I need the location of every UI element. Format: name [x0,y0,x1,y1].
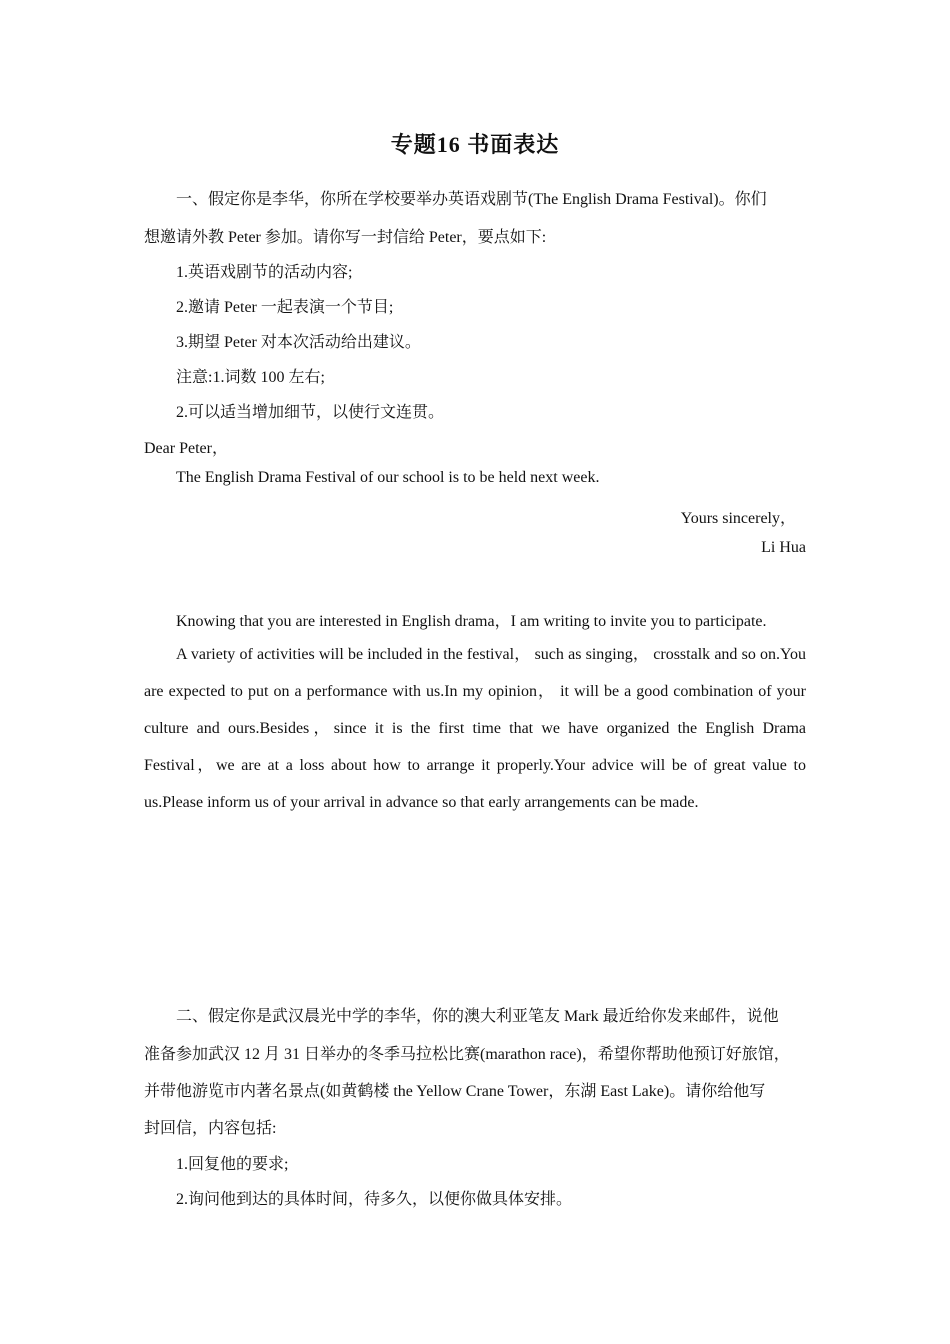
q2-intro-line-4: 封回信，内容包括: [144,1120,277,1137]
answer-paragraph-1: Knowing that you are interested in English drama，I am writing to invite you to participate. [176,613,767,630]
q1-note-2: 2.可以适当增加细节，以使行文连贯。 [176,404,445,421]
q2-point-1: 1.回复他的要求; [176,1156,289,1173]
answer-paragraph-2: A variety of activities will be included in the festival， such as singing， crosstalk and so on.You are expected to put on a performance with us.In my opinion， it will be a good combination of your culture and ours.Besides，since it is the first time that we have organized the English Drama Festival，we are at a loss about how to arrange it properly.Your advice will be of great value to us.Please inform us of your arrival in advance so that early arrangements can be made. [144,646,806,811]
letter-signature: Li Hua [761,539,806,556]
letter-opening: The English Drama Festival of our school is to be held next week. [176,469,600,486]
page-title: 专题16 书面表达 [390,132,560,157]
q1-intro-line-2: 想邀请外教 Peter 参加。请你写一封信给 Peter，要点如下: [144,229,547,246]
q1-point-1: 1.英语戏剧节的活动内容; [176,264,353,281]
q1-point-2: 2.邀请 Peter 一起表演一个节目; [176,299,394,316]
q2-intro-line-3: 并带他游览市内著名景点(如黄鹤楼 the Yellow Crane Tower，东湖 East Lake)。请你给他写 [144,1083,766,1100]
q1-intro-line-1: 一、假定你是李华，你所在学校要举办英语戏剧节(The English Drama Festival)。你们 [176,191,767,208]
q2-intro-line-2: 准备参加武汉 12 月 31 日举办的冬季马拉松比赛(marathon race)，希望你帮助他预订好旅馆， [144,1046,790,1063]
q1-note-1: 注意:1.词数 100 左右; [176,369,325,386]
q2-intro-line-1: 二、假定你是武汉晨光中学的李华，你的澳大利亚笔友 Mark 最近给你发来邮件，说他 [176,1008,779,1025]
q1-point-3: 3.期望 Peter 对本次活动给出建议。 [176,334,421,351]
letter-salutation: Dear Peter， [144,440,228,457]
q2-point-2: 2.询问他到达的具体时间，待多久，以便你做具体安排。 [176,1191,573,1208]
answer-paragraph-2-block [144,636,806,821]
letter-closing: Yours sincerely， [680,510,796,527]
